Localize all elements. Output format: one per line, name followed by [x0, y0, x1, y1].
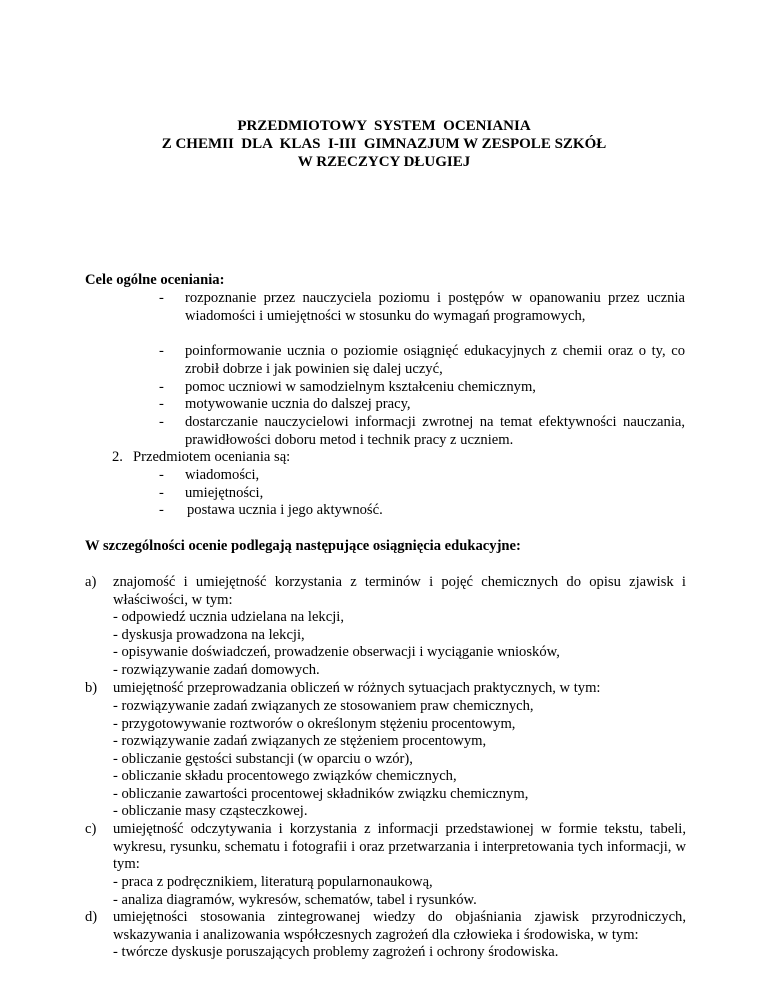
list-item: motywowanie ucznia do dalszej pracy,: [185, 396, 411, 412]
section-number: 2.: [112, 449, 123, 465]
list-item: - praca z podręcznikiem, literaturą popularnonaukową,: [113, 874, 433, 890]
list-item: - rozwiązywanie zadań związanych ze stosowaniem praw chemicznych,: [113, 698, 534, 714]
list-item: rozpoznanie przez nauczyciela poziomu i postępów w opanowaniu przez ucznia wiadomości i umiejętności w stosunku do wymagań programowych,: [185, 290, 685, 324]
list-item: - dyskusja prowadzona na lekcji,: [113, 626, 305, 643]
item-d-sublist: [113, 944, 686, 962]
list-item: - obliczanie zawartości procentowej składników związku chemicznym,: [113, 785, 529, 802]
list-item: dostarczanie nauczycielowi informacji zwrotnej na temat efektywności nauczania, prawidłowości doboru metod i technik pracy z uczniem.: [185, 414, 685, 448]
list-item: - rozwiązywanie zadań domowych.: [113, 661, 320, 678]
title-line-1: PRZEDMIOTOWY SYSTEM OCENIANIA: [237, 118, 531, 134]
bullet-dash: -: [159, 414, 164, 430]
item-a-sublist: [113, 609, 686, 679]
bullet-dash: -: [159, 379, 164, 395]
item-c-sublist: [113, 874, 686, 909]
list-item: - rozwiązywanie zadań związanych ze stężeniem procentowym,: [113, 733, 487, 749]
item-text-c: umiejętność odczytywania i korzystania z informacji przedstawionej w formie tekstu, tabeli, wykresu, rysunku, schematu i fotografii i oraz przetwarzania i interpretowania tych informacji, w tym:: [113, 821, 686, 872]
bullet-dash: -: [159, 290, 164, 306]
bullet-dash: -: [159, 485, 164, 501]
item-label-a: a): [85, 574, 97, 590]
title-line-2: Z CHEMII DLA KLAS I-III GIMNAZJUM W ZESPOLE SZKÓŁ: [161, 136, 607, 152]
title-line-3: W RZECZYCY DŁUGIEJ: [297, 154, 471, 170]
list-item: - przygotowywanie roztworów o określonym stężeniu procentowym,: [113, 715, 516, 732]
item-text-b: umiejętność przeprowadzania obliczeń w różnych sytuacjach praktycznych, w tym:: [113, 680, 601, 696]
section-heading-subjects: Przedmiotem oceniania są:: [133, 449, 291, 465]
list-item: - twórcze dyskusje poruszających problemy zagrożeń i ochrony środowiska.: [113, 944, 559, 960]
list-item: - odpowiedź ucznia udzielana na lekcji,: [113, 609, 344, 625]
item-label-d: d): [85, 909, 98, 925]
item-text-d: umiejętności stosowania zintegrowanej wiedzy do objaśniania zjawisk przyrodniczych, wskazywania i analizowania współczesnych zagrożeń dla człowieka i środowiska, w tym:: [113, 909, 686, 943]
bullet-dash: -: [159, 467, 164, 483]
list-item: - opisywanie doświadczeń, prowadzenie obserwacji i wyciąganie wniosków,: [113, 644, 560, 660]
list-item: umiejętności,: [185, 485, 264, 501]
item-label-c: c): [85, 821, 97, 837]
bullet-dash: -: [159, 502, 164, 518]
item-label-b: b): [85, 680, 98, 696]
document-title: [0, 117, 768, 171]
list-item: - analiza diagramów, wykresów, schematów, tabel i rysunków.: [113, 891, 477, 908]
item-text-a: znajomość i umiejętność korzystania z terminów i pojęć chemicznych do opisu zjawisk i właściwości, w tym:: [113, 574, 686, 608]
item-b-sublist: [113, 698, 686, 821]
list-item: - obliczanie składu procentowego związków chemicznych,: [113, 768, 457, 784]
list-item: poinformowanie ucznia o poziomie osiągnięć edukacyjnych z chemii oraz o ty, co zrobił dobrze i jak powinien się dalej uczyć,: [185, 343, 685, 377]
list-item: - obliczanie masy cząsteczkowej.: [113, 803, 308, 819]
section-heading-goals: Cele ogólne oceniania:: [85, 272, 225, 288]
list-item: postawa ucznia i jego aktywność.: [187, 502, 383, 518]
list-item: - obliczanie gęstości substancji (w oparciu o wzór),: [113, 750, 413, 767]
bullet-dash: -: [159, 396, 164, 412]
list-item: wiadomości,: [185, 467, 260, 483]
section-heading-achievements: W szczególności ocenie podlegają następujące osiągnięcia edukacyjne:: [85, 538, 521, 554]
bullet-dash: -: [159, 343, 164, 359]
list-item: pomoc uczniowi w samodzielnym kształceniu chemicznym,: [185, 379, 536, 395]
